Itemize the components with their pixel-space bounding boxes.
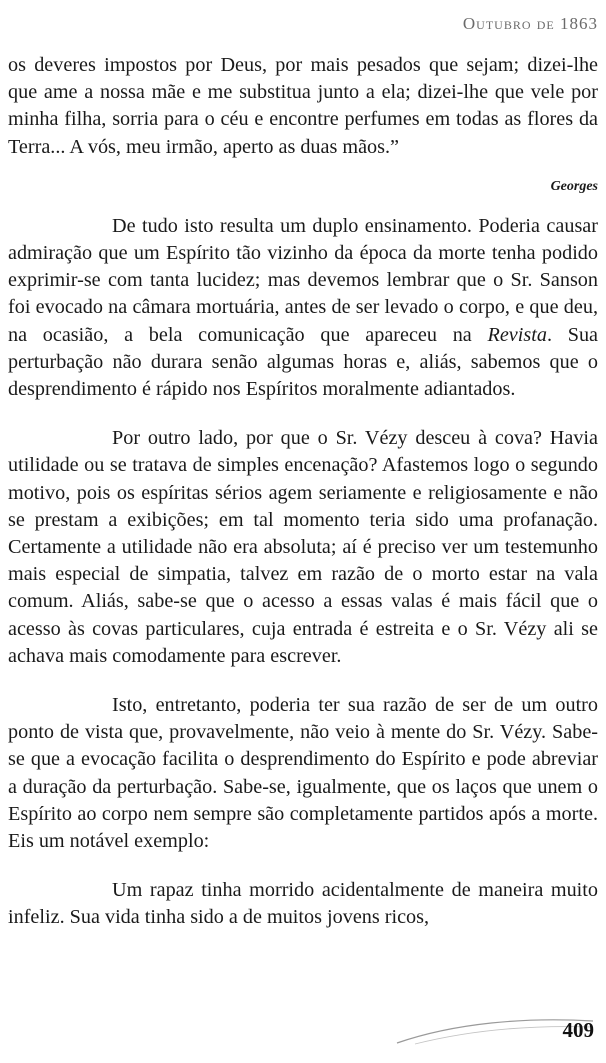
revista-title: Revista — [487, 323, 547, 346]
paragraph-3: Por outro lado, por que o Sr. Vézy desceu à cova? Havia utilidade ou se tratava de simples encenação? Afastemos logo o segundo motivo, pois os espíritas sérios agem seriamente e religiosamente e não se prestam a exibições; em tal momento teria sido uma profanação. Certamente a utilidade não era absoluta; aí é preciso ver um testemunho mais especial de simpatia, talvez em razão de o morto estar na vala comum. Aliás, sabe-se que o acesso a essas valas é mais fácil que o acesso às covas particulares, cuja entrada é estreita e o Sr. Vézy ali se achava mais comodamente para escrever. — [8, 427, 598, 667]
page-number: 409 — [562, 1018, 594, 1042]
paragraph-1: os deveres impostos por Deus, por mais pesados que sejam; dizei-lhe que ame a nossa mãe e me substitua junto a ela; dizei-lhe que vele por minha filha, sorria para o céu e encontre perfumes em todas as flores da Terra... A vós, meu irmão, aperto as duas mãos.” — [8, 54, 598, 158]
signature: Georges — [550, 178, 598, 194]
paragraph-2 — [8, 213, 598, 403]
paragraph-5: Um rapaz tinha morrido acidentalmente de maneira muito infeliz. Sua vida tinha sido a de muitos jovens ricos, — [8, 879, 598, 929]
paragraph-2-text-b: . Sua perturbação não durara senão algumas horas e, aliás, sabemos que o desprendimento é rápido nos Espíritos moralmente adiantados. — [8, 323, 599, 401]
page-body — [8, 52, 598, 932]
paragraph-4: Isto, entretanto, poderia ter sua razão de ser de um outro ponto de vista que, provavelmente, não veio à mente do Sr. Vézy. Sabe-se que a evocação facilita o desprendimento do Espírito e pode abreviar a duração da perturbação. Sabe-se, igualmente, que os laços que unem o Espírito ao corpo nem sempre são completamente partidos após a morte. Eis um notável exemplo: — [8, 694, 598, 853]
running-head: Outubro de 1863 — [462, 14, 598, 33]
paragraph-2-text-a: De tudo isto resulta um duplo ensinamento. Poderia causar admiração que um Espírito tão vizinho da época da morte tenha podido exprimir-se com tanta lucidez; mas devemos lembrar que o Sr. Sanson foi evocado na câmara mortuária, antes de ser levado o corpo, e que deu, na ocasião, a bela comunicação que apareceu na — [8, 214, 598, 346]
